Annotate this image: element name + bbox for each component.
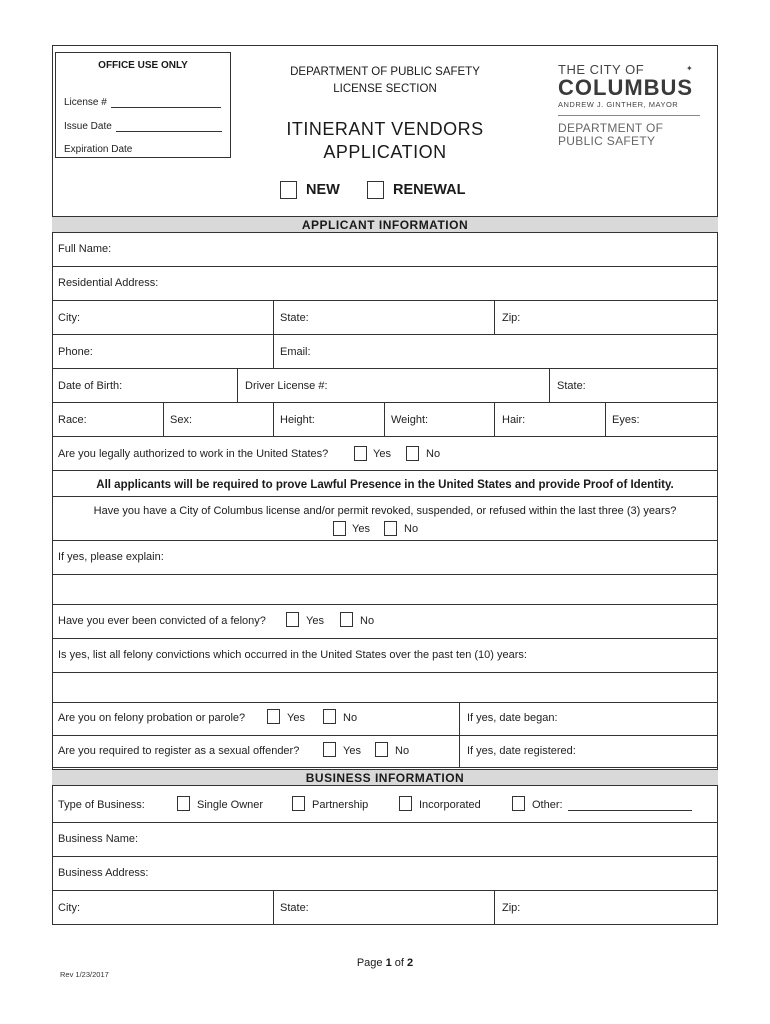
city-label: City: xyxy=(58,312,80,324)
office-use-title: OFFICE USE ONLY xyxy=(98,60,188,71)
authorized-no-checkbox[interactable] xyxy=(406,446,419,461)
height-label: Height: xyxy=(280,414,315,426)
revoked-no-label: No xyxy=(404,523,419,535)
business-name-row[interactable] xyxy=(52,823,718,857)
new-option[interactable] xyxy=(280,181,340,199)
offender-date-label: If yes, date registered: xyxy=(467,745,576,757)
office-license-line xyxy=(64,97,221,108)
business-zip-cell[interactable] xyxy=(494,891,495,925)
probation-no-label: No xyxy=(343,712,358,724)
state-label: State: xyxy=(280,312,309,324)
probation-yes-label: Yes xyxy=(287,712,305,724)
sex-label: Sex: xyxy=(170,414,193,426)
eyes-label: Eyes: xyxy=(612,414,640,426)
business-state-label: State: xyxy=(280,902,309,914)
business-address-row[interactable] xyxy=(52,857,718,891)
hair-cell[interactable] xyxy=(494,403,495,436)
single-owner-checkbox[interactable] xyxy=(177,796,190,811)
office-expiration-label: Expiration Date xyxy=(64,144,133,155)
email-cell[interactable] xyxy=(273,335,274,368)
probation-question: Are you on felony probation or parole? xyxy=(58,712,246,724)
zip-cell[interactable] xyxy=(494,301,495,334)
offender-yes-checkbox[interactable] xyxy=(323,742,336,757)
felony-no-label: No xyxy=(360,615,375,627)
new-label: NEW xyxy=(306,182,340,198)
office-use-box xyxy=(55,52,231,158)
dl-state-cell[interactable] xyxy=(549,369,550,402)
hair-label: Hair: xyxy=(502,414,526,426)
height-cell[interactable] xyxy=(273,403,274,436)
dept-line2: LICENSE SECTION xyxy=(333,83,437,95)
sex-cell[interactable] xyxy=(163,403,164,436)
dob-license-row xyxy=(52,369,718,403)
explain-blank-row[interactable] xyxy=(52,575,718,605)
offender-row xyxy=(52,736,718,768)
other-checkbox[interactable] xyxy=(512,796,525,811)
authorized-work-row xyxy=(52,437,718,471)
race-label: Race: xyxy=(58,414,87,426)
felony-list-blank-row[interactable] xyxy=(52,673,718,703)
title-line2: APPLICATION xyxy=(323,142,447,162)
renewal-checkbox[interactable] xyxy=(367,181,384,199)
felony-yes-checkbox[interactable] xyxy=(286,612,299,627)
felony-no-checkbox[interactable] xyxy=(340,612,353,627)
page-total: 2 xyxy=(407,957,414,969)
felony-row xyxy=(52,605,718,639)
business-address-label: Business Address: xyxy=(58,867,149,879)
revoked-yes-checkbox[interactable] xyxy=(333,521,346,536)
explain-label: If yes, please explain: xyxy=(58,551,164,563)
lawful-divider xyxy=(52,496,718,497)
partnership-label: Partnership xyxy=(312,799,369,811)
residential-address-row[interactable] xyxy=(52,267,718,301)
applicant-info-heading: APPLICANT INFORMATION xyxy=(52,216,718,233)
offender-no-checkbox[interactable] xyxy=(375,742,388,757)
business-info-heading: BUSINESS INFORMATION xyxy=(52,769,718,786)
logo-line4: DEPARTMENT OF xyxy=(558,121,664,135)
weight-cell[interactable] xyxy=(384,403,385,436)
felony-yes-label: Yes xyxy=(306,615,324,627)
probation-row xyxy=(52,703,718,736)
city-logo xyxy=(558,62,708,148)
authorized-yes-label: Yes xyxy=(373,448,391,460)
page-prefix: Page xyxy=(356,957,383,969)
page-of: of xyxy=(394,957,404,969)
authorized-no-label: No xyxy=(426,448,441,460)
authorized-yes-checkbox[interactable] xyxy=(354,446,367,461)
residential-address-label: Residential Address: xyxy=(58,277,159,289)
probation-yes-checkbox[interactable] xyxy=(267,709,280,724)
form-title xyxy=(255,118,515,164)
page-current: 1 xyxy=(385,957,392,969)
incorporated-checkbox[interactable] xyxy=(399,796,412,811)
email-label: Email: xyxy=(280,346,311,358)
driver-license-cell[interactable] xyxy=(237,369,238,402)
office-license-label: License # xyxy=(64,97,107,108)
probation-date-label: If yes, date began: xyxy=(467,712,558,724)
page-number xyxy=(0,957,770,969)
new-checkbox[interactable] xyxy=(280,181,297,199)
other-blank[interactable] xyxy=(568,810,692,811)
logo-line1: THE CITY OF xyxy=(558,62,645,77)
department-header xyxy=(270,64,500,98)
partnership-checkbox[interactable] xyxy=(292,796,305,811)
star-icon: ✦ xyxy=(686,64,693,73)
offender-question: Are you required to register as a sexual offender? xyxy=(58,745,300,757)
business-type-label: Type of Business: xyxy=(58,799,145,811)
probation-no-checkbox[interactable] xyxy=(323,709,336,724)
full-name-row[interactable] xyxy=(52,233,718,267)
offender-yes-label: Yes xyxy=(343,745,361,757)
phone-label: Phone: xyxy=(58,346,93,358)
physical-description-row xyxy=(52,403,718,437)
felony-list-label: Is yes, list all felony convictions which occurred in the United States over the past ten (10) years: xyxy=(58,649,527,661)
renewal-option[interactable] xyxy=(367,181,466,199)
driver-license-label: Driver License #: xyxy=(245,380,328,392)
revision-date: Rev 1/23/2017 xyxy=(60,970,109,979)
other-label: Other: xyxy=(532,799,563,811)
office-license-blank[interactable] xyxy=(111,98,221,108)
renewal-label: RENEWAL xyxy=(393,182,466,198)
business-city-row xyxy=(52,891,718,925)
eyes-cell[interactable] xyxy=(605,403,606,436)
title-line1: ITINERANT VENDORS xyxy=(286,119,484,139)
office-issue-line xyxy=(64,121,222,132)
full-name-label: Full Name: xyxy=(58,243,112,255)
office-issue-label: Issue Date xyxy=(64,121,112,132)
authorized-question: Are you legally authorized to work in the United States? xyxy=(58,448,329,460)
incorporated-label: Incorporated xyxy=(419,799,481,811)
business-zip-label: Zip: xyxy=(502,902,521,914)
probation-date-cell[interactable] xyxy=(459,703,460,735)
logo-line3: ANDREW J. GINTHER, MAYOR xyxy=(558,100,679,109)
zip-label: Zip: xyxy=(502,312,521,324)
revoked-no-checkbox[interactable] xyxy=(384,521,397,536)
offender-no-label: No xyxy=(395,745,410,757)
dept-line1: DEPARTMENT OF PUBLIC SAFETY xyxy=(290,66,480,78)
logo-divider xyxy=(558,115,700,116)
logo-line5: PUBLIC SAFETY xyxy=(558,134,656,148)
explain-row[interactable] xyxy=(52,541,718,575)
revoked-yes-label: Yes xyxy=(352,523,370,535)
office-expiration-line xyxy=(64,144,132,155)
single-owner-label: Single Owner xyxy=(197,799,264,811)
business-state-cell[interactable] xyxy=(273,891,274,925)
dob-label: Date of Birth: xyxy=(58,380,123,392)
logo-line2: COLUMBUS xyxy=(558,75,694,100)
weight-label: Weight: xyxy=(391,414,429,426)
felony-question: Have you ever been convicted of a felony? xyxy=(58,615,266,627)
state-cell[interactable] xyxy=(273,301,274,334)
office-issue-blank[interactable] xyxy=(116,122,222,132)
dl-state-label: State: xyxy=(557,380,586,392)
lawful-presence-note: All applicants will be required to prove Lawful Presence in the United States and provide Proof of Identity. xyxy=(96,479,674,491)
felony-list-row[interactable] xyxy=(52,639,718,673)
revoked-question: Have you have a City of Columbus license and/or permit revoked, suspended, or refused within the last three (3) years? xyxy=(93,505,677,517)
city-state-zip-row xyxy=(52,301,718,335)
business-type-row xyxy=(52,786,718,823)
business-name-label: Business Name: xyxy=(58,833,139,845)
business-city-label: City: xyxy=(58,902,80,914)
phone-email-row xyxy=(52,335,718,369)
offender-date-cell[interactable] xyxy=(459,736,460,767)
